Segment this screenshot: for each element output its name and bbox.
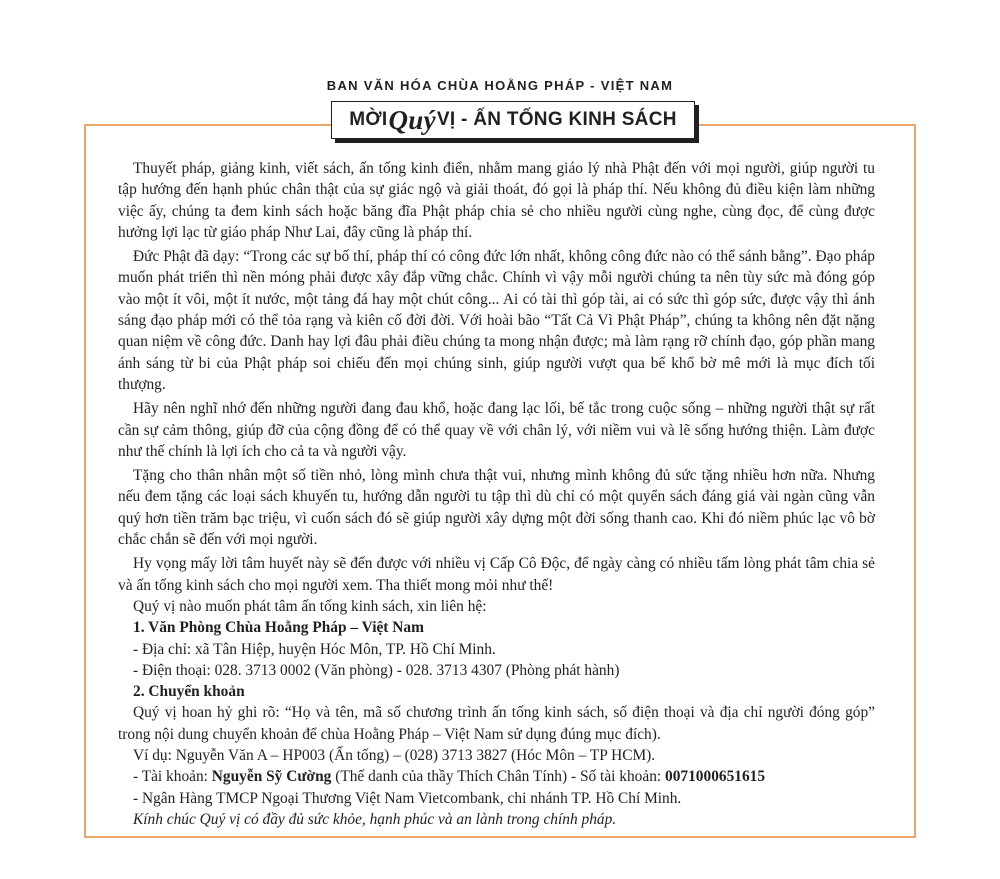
paragraph-suffering-people: Hãy nên nghĩ nhớ đến những người đang đau khổ, hoặc đang lạc lối, bế tắc trong cuộc sống – những người thật sự rất cần sự cảm thông, giúp đỡ của cộng đồng để có thể quay về với chân lý, với niềm vui và lẽ sống hướng thiện. Làm được như thế chính là lợi ích cho cả ta và người vậy.: [118, 400, 875, 460]
contact-intro: Quý vị nào muốn phát tâm ấn tống kinh sách, xin liên hệ:: [133, 597, 487, 615]
transfer-example: Ví dụ: Nguyễn Văn A – HP003 (Ấn tống) – (028) 3713 3827 (Hóc Môn – TP HCM).: [133, 747, 656, 765]
account-number: 0071000651615: [665, 768, 766, 786]
closing-blessing: Kính chúc Quý vị có đầy đủ sức khỏe, hạnh phúc và an lành trong chính pháp.: [133, 810, 617, 828]
body-text: [118, 158, 875, 830]
office-address: - Địa chỉ: xã Tân Hiệp, huyện Hóc Môn, TP. Hồ Chí Minh.: [133, 640, 496, 658]
paragraph-gift-books: Tặng cho thân nhân một số tiền nhỏ, lòng mình chưa thật vui, nhưng mình không đủ sức tặng nhiều hơn nữa. Nhưng nếu đem tặng các loại sách khuyến tu, hướng dẫn người tu tập thì dù chỉ có một quyển sách đáng giá vài ngàn cũng vẫn quý hơn tiền trăm bạc triệu, vì cuốn sách đó sẽ giúp người xây dựng một đời sống thanh cao. Khi đó niềm phúc lạc vô bờ chắc chắn sẽ đến với mọi người.: [118, 467, 875, 549]
account-middle-text: (Thế danh của thầy Thích Chân Tính) - Số tài khoản:: [331, 768, 666, 786]
page-title: [331, 101, 695, 139]
bank-account-line: [118, 766, 875, 787]
transfer-heading: 2. Chuyển khoản: [133, 683, 245, 701]
organization-heading: BAN VĂN HÓA CHÙA HOẰNG PHÁP - VIỆT NAM: [326, 78, 674, 93]
account-prefix: - Tài khoản:: [133, 768, 212, 786]
office-heading: 1. Văn Phòng Chùa Hoằng Pháp – Việt Nam: [133, 619, 424, 637]
paragraph-dharma-giving: Thuyết pháp, giảng kinh, viết sách, ấn tống kinh điển, nhằm mang giáo lý nhà Phật đến với mọi người, giúp người tu tập hướng đến hạnh phúc chân thật của sự giác ngộ và giải thoát, đó gọi là pháp thí. Nếu không đủ điều kiện làm những việc ấy, chúng ta đem kinh sách hoặc băng đĩa Phật pháp chia sẻ cho nhiều người cùng nghe, cùng đọc, để cùng được hưởng lợi lạc từ giáo pháp Như Lai, đây cũng là pháp thí.: [118, 160, 875, 241]
title-prefix: MỜI: [349, 109, 388, 130]
paragraph-buddha-teaching: Đức Phật đã dạy: “Trong các sự bố thí, pháp thí có công đức lớn nhất, không công đức nào có thể sánh bằng”. Đạo pháp muốn phát triển thì nền móng phải được xây đắp vững chắc. Chính vì vậy mỗi người chúng ta nên tùy sức mà đóng góp vào một ít vôi, một ít nước, một tảng đá hay một chút công... Ai có tài thì góp tài, ai có sức thì góp sức, được vậy thì ánh sáng đạo pháp mới có thể tỏa rạng và kiên cố đời đời. Với hoài bão “Tất Cả Vì Phật Pháp”, chúng ta không nên đặt nặng quan niệm về công đức. Danh hay lợi đâu phải điều chúng ta mong nhận được; mà làm rạng rỡ chính đạo, góp phần mang ánh sáng từ bi của Phật pháp soi chiếu đến mọi chúng sinh, giúp người vượt qua bể khổ bờ mê mới là mục đích tối thượng.: [118, 248, 875, 393]
account-holder-name: Nguyễn Sỹ Cường: [211, 768, 332, 786]
office-phone: - Điện thoại: 028. 3713 0002 (Văn phòng) - 028. 3713 4307 (Phòng phát hành): [133, 661, 620, 679]
bank-name: - Ngân Hàng TMCP Ngoại Thương Việt Nam Vietcombank, chi nhánh TP. Hồ Chí Minh.: [133, 789, 682, 807]
paragraph-hope: Hy vọng mấy lời tâm huyết này sẽ đến được với nhiều vị Cấp Cô Độc, để ngày càng có nhiều tấm lòng phát tâm chia sẻ và ấn tống kinh sách cho mọi người xem. Tha thiết mong mỏi như thế!: [118, 555, 875, 594]
transfer-note: Quý vị hoan hỷ ghi rõ: “Họ và tên, mã số chương trình ấn tống kinh sách, số điện thoại và địa chỉ người đóng góp” trong nội dung chuyển khoản để chùa Hoằng Pháp – Việt Nam sử dụng đúng mục đích).: [118, 704, 875, 743]
title-script-word: Quý: [388, 104, 436, 135]
title-suffix: VỊ - ẤN TỐNG KINH SÁCH: [436, 109, 677, 130]
